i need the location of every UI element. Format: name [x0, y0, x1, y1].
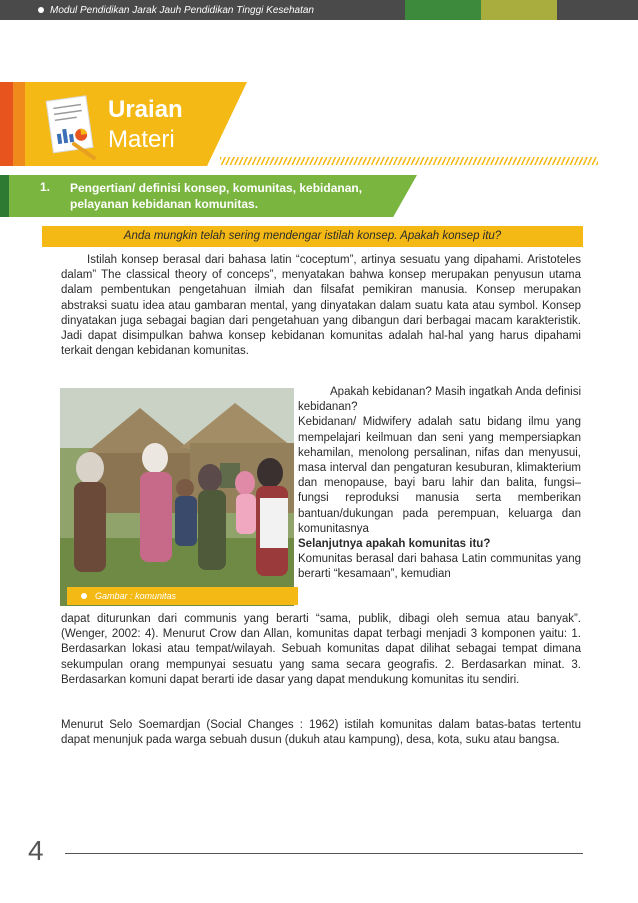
kebidanan-definition: Kebidanan/ Midwifery adalah satu bidang ilmu yang mempelajari keilmuan dan seni yang mempersiapkan kehamilan, menolong persalinan, nifas dan menyusui, masa interval dan pengaturan kesuburan, klimakterium dan menopause, bayi baru lahir dan balita, fungsi–fungsi reproduksi manusia serta memberikan bantuan/dukungan pada perempuan, keluarga dan komunitasnya — [298, 416, 581, 535]
header-color-block-olive — [481, 0, 557, 20]
bullet-icon — [81, 593, 87, 599]
header-color-block-green — [405, 0, 481, 20]
komunitas-question: Selanjutnya apakah komunitas itu? — [298, 538, 491, 551]
subheading-stripe-light — [9, 175, 21, 217]
question-banner: Anda mungkin telah sering mendengar istilah konsep. Apakah konsep itu? — [42, 226, 583, 247]
komunitas-origin: Komunitas berasal dari bahasa Latin communitas yang berarti “kesamaan”, kemudian — [298, 553, 581, 581]
paragraph-kebidanan — [298, 385, 581, 583]
subheading-stripe-dark — [0, 175, 9, 217]
paragraph-komunitas: dapat diturunkan dari communis yang berarti “sama, publik, dibagi oleh semua atau banyak”. (Wenger, 2002: 4). Menurut Crow dan Allan, komunitas dapat terbagi menjadi 3 komponen yaitu: 1. Berdasarkan lokasi atau tempat/wilayah. Sebuah komunitas dapat dilihat sebagai tempat dimana sekumpulan orang mempunyai sesuatu yang sama secara geografis. 2. Berdasarkan minat. 3. Berdasarkan komuni dapat berarti ide dasar yang dapat mendukung komunitas itu sendiri. — [61, 613, 581, 686]
document-chart-icon — [44, 92, 100, 162]
decorative-hatch-line — [220, 157, 598, 165]
section-stripe-orange — [13, 82, 25, 166]
subheading-text: Pengertian/ definisi konsep, komunitas, kebidanan, pelayanan kebidanan komunitas. — [70, 181, 363, 211]
module-title: Modul Pendidikan Jarak Jauh Pendidikan Tinggi Kesehatan — [50, 4, 314, 16]
footer-line — [65, 853, 583, 854]
community-photo — [60, 388, 294, 606]
figure-caption — [67, 587, 298, 605]
subheading-number: 1. — [40, 180, 51, 194]
section-stripe-red — [0, 82, 13, 166]
bullet-icon — [38, 7, 44, 13]
figure-caption-text: Gambar : komunitas — [95, 591, 177, 601]
page-number: 4 — [28, 835, 44, 866]
kebidanan-question: Apakah kebidanan? Masih ingatkah Anda definisi kebidanan? — [298, 386, 581, 414]
section-title-light: Materi — [108, 126, 175, 153]
paragraph-konsep: Istilah konsep berasal dari bahasa latin “coceptum”, artinya sesuatu yang dipahami. Aristoteles dalam” The classical theory of conceps”, menyatakan bahwa konsep merupakan penyusun utama dalam pembentukan pengetahuan ilmiah dan filsafat pemikiran manusia. Konsep merupakan abstraksi suatu idea atau gambaran mental, yang dinyatakan dalam suatu kata atau symbol. Konsep dinyatakan juga sebagai bagian dari pengetahuan yang dibangun dari berbagai macam karakteristik. Jadi dapat disimpulkan bahwa konsep kebidanan komunitas adalah hal-hal yang harus dipahami terkait dengan kebidanan komunitas. — [61, 254, 581, 358]
section-title-bold: Uraian — [108, 96, 183, 123]
paragraph-selo-soemardjan: Menurut Selo Soemardjan (Social Changes : 1962) istilah komunitas dalam batas-batas tertentu dapat menunjuk pada warga sebuah dusun (dukuh atau kampung), desa, kota, suku atau bangsa. — [61, 719, 581, 747]
header-color-block-gray — [557, 0, 638, 20]
top-header-bar — [0, 0, 638, 20]
header-title-segment — [0, 0, 405, 20]
